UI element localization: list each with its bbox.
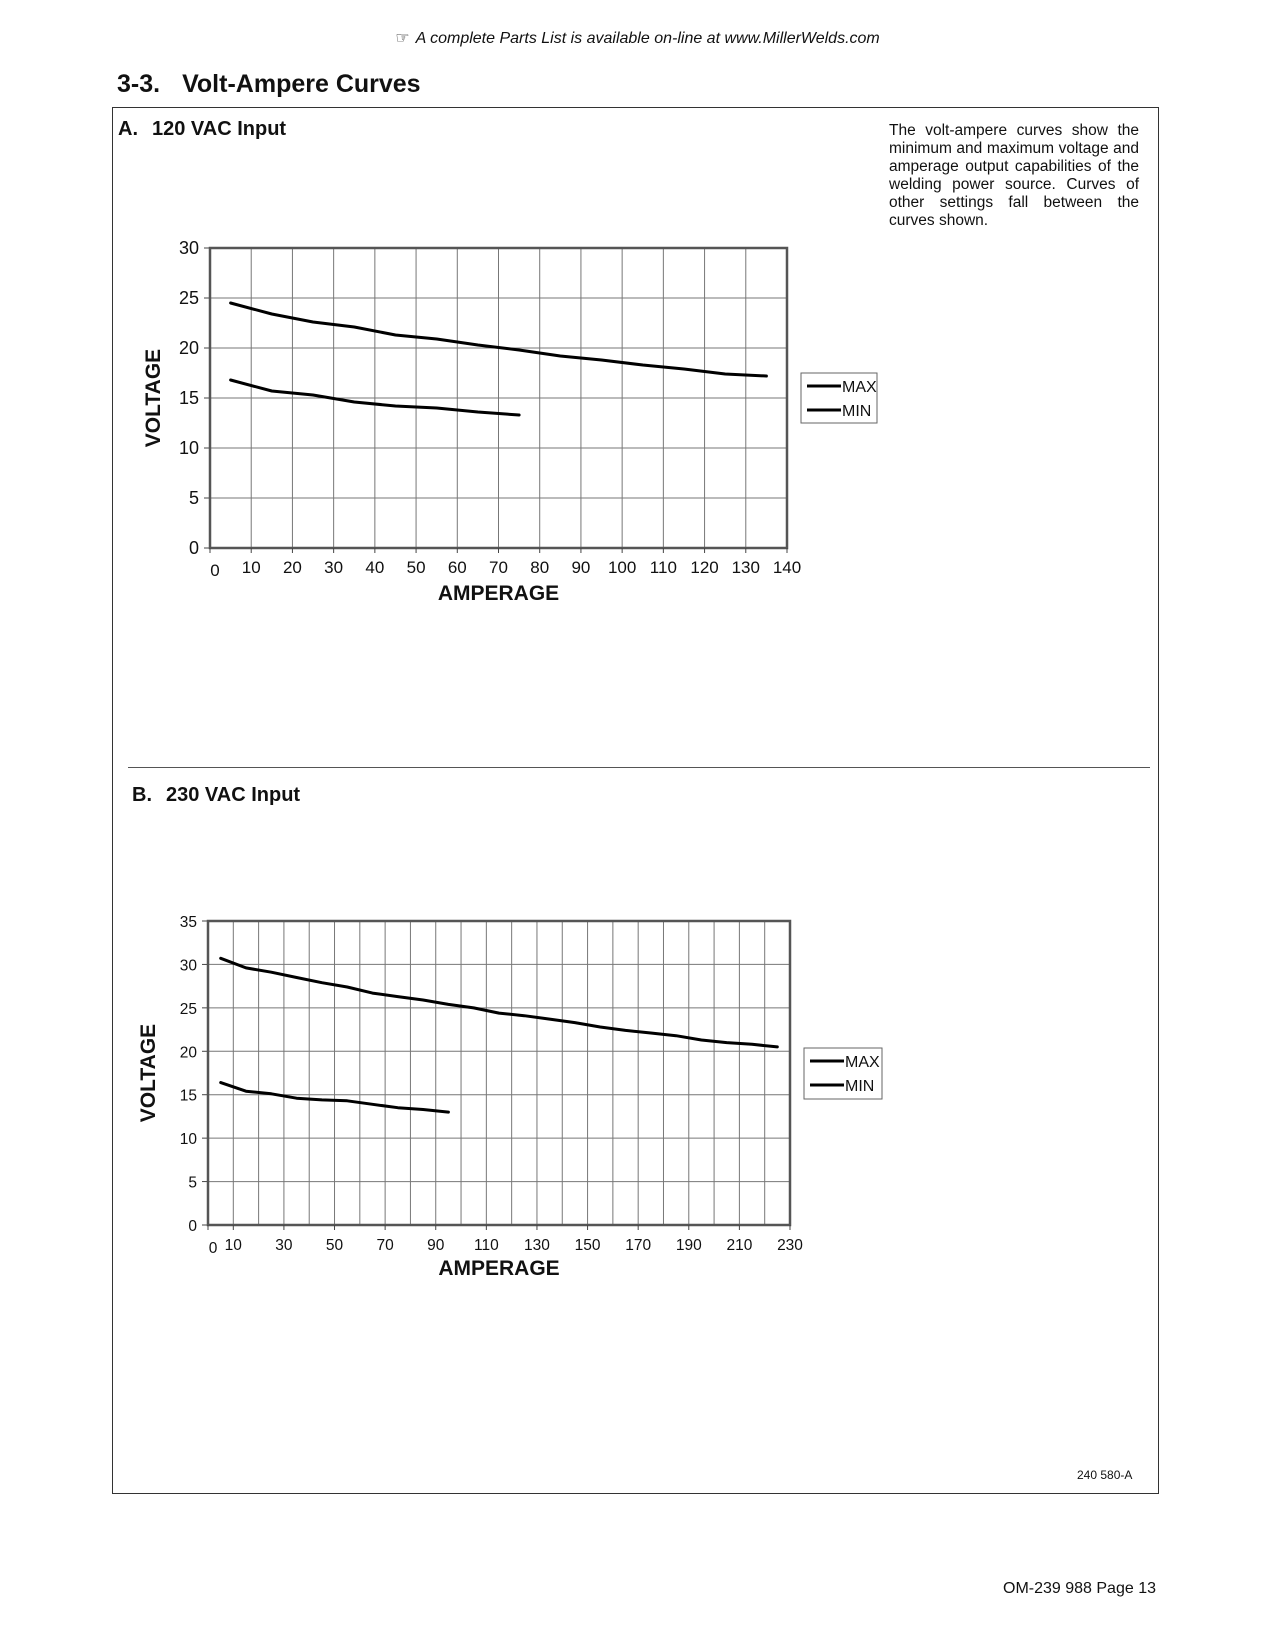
- page-number: OM-239 988 Page 13: [1003, 1580, 1156, 1597]
- chart-b-ytick-label: 25: [179, 1000, 197, 1018]
- chart-a-xtick-label: 50: [406, 558, 426, 577]
- chart-b-xtick-label: 210: [726, 1237, 753, 1254]
- chart-b-ytick-label: 20: [179, 1044, 197, 1062]
- chart-a-legend-label-max: MAX: [842, 379, 877, 396]
- chart-a-ytick-label: 10: [178, 438, 199, 458]
- section-number: 3-3.: [117, 70, 161, 98]
- chart-a-legend-label-min: MIN: [842, 403, 872, 420]
- chart-b-xtick-label: 30: [275, 1237, 293, 1254]
- chart-b-xaxis-title: AMPERAGE: [438, 1257, 560, 1280]
- chart-a-letter: A.: [118, 118, 138, 140]
- chart-a-xtick-label: 100: [607, 558, 637, 577]
- chart-a-xtick-label: 90: [571, 558, 591, 577]
- chart-a-yaxis-title: VOLTAGE: [142, 348, 165, 448]
- pointing-hand-icon: ☞: [395, 30, 410, 47]
- chart-a-xtick-label: 20: [282, 558, 302, 577]
- chart-b-ytick-label: 35: [179, 914, 197, 931]
- chart-a-xtick-label: 130: [731, 558, 760, 577]
- chart-b-plot-border: [208, 921, 790, 1225]
- description-text: The volt-ampere curves show the minimum and maximum voltage and amperage output capabilities of the welding power source. Curves of other settings fall between the curves shown.: [889, 122, 1139, 229]
- chart-a-title: 120 VAC Input: [152, 118, 287, 140]
- chart-b-legend-label-min: MIN: [845, 1078, 875, 1095]
- chart-b-legend-label-max: MAX: [845, 1054, 880, 1071]
- chart-b-ytick-label: 10: [179, 1131, 197, 1149]
- chart-b-xtick-label: 70: [376, 1237, 394, 1254]
- chart-b-ytick-label: 30: [179, 957, 197, 975]
- chart-b-xtick-label: 130: [524, 1237, 550, 1254]
- chart-a-ytick-label: 0: [188, 538, 199, 558]
- chart-a-ytick-label: 20: [178, 338, 199, 358]
- chart-b-xtick-label: 50: [325, 1237, 344, 1254]
- chart-a-xtick-label: 70: [489, 558, 508, 577]
- chart-a-xtick-label: 120: [690, 558, 719, 577]
- chart-a-xtick-label: 60: [447, 558, 467, 577]
- chart-a-xtick-label: 0: [210, 561, 220, 580]
- chart-a-ytick-label: 30: [178, 238, 199, 258]
- section-title: Volt-Ampere Curves: [182, 70, 421, 98]
- chart-b-series-max-line: [221, 958, 778, 1047]
- chart-a-xtick-label: 140: [772, 558, 802, 577]
- document-code: 240 580-A: [1077, 1468, 1133, 1482]
- parts-list-note-text: A complete Parts List is available on-line at www.MillerWelds.com: [415, 30, 880, 47]
- chart-a-xtick-label: 80: [530, 558, 550, 577]
- chart-a-xtick-label: 10: [241, 558, 261, 577]
- chart-b-xtick-label: 10: [224, 1237, 242, 1254]
- chart-b-title: 230 VAC Input: [166, 784, 301, 806]
- chart-b-xtick-label: 150: [574, 1237, 601, 1254]
- chart-b-xtick-label: 230: [777, 1237, 803, 1254]
- chart-a-ytick-label: 25: [178, 288, 199, 308]
- chart-b-xtick-label: 190: [675, 1237, 702, 1254]
- chart-a-xaxis-title: AMPERAGE: [437, 582, 560, 605]
- chart-b-xtick-label: 0: [208, 1240, 218, 1257]
- chart-a-xtick-label: 110: [649, 558, 677, 577]
- chart-a-xtick-label: 40: [365, 558, 385, 577]
- chart-b-xtick-label: 90: [427, 1237, 445, 1254]
- chart-b-xtick-label: 110: [473, 1237, 499, 1254]
- chart-a-xtick-label: 30: [324, 558, 344, 577]
- chart-a-ytick-label: 5: [188, 488, 199, 508]
- chart-a-ytick-label: 15: [178, 388, 199, 408]
- chart-b-ytick-label: 15: [179, 1087, 197, 1105]
- chart-b-xtick-label: 170: [625, 1237, 652, 1254]
- chart-b-ytick-label: 5: [188, 1174, 197, 1192]
- chart-b-letter: B.: [132, 784, 152, 806]
- chart-b-ytick-label: 0: [188, 1218, 197, 1235]
- chart-b-yaxis-title: VOLTAGE: [137, 1023, 160, 1123]
